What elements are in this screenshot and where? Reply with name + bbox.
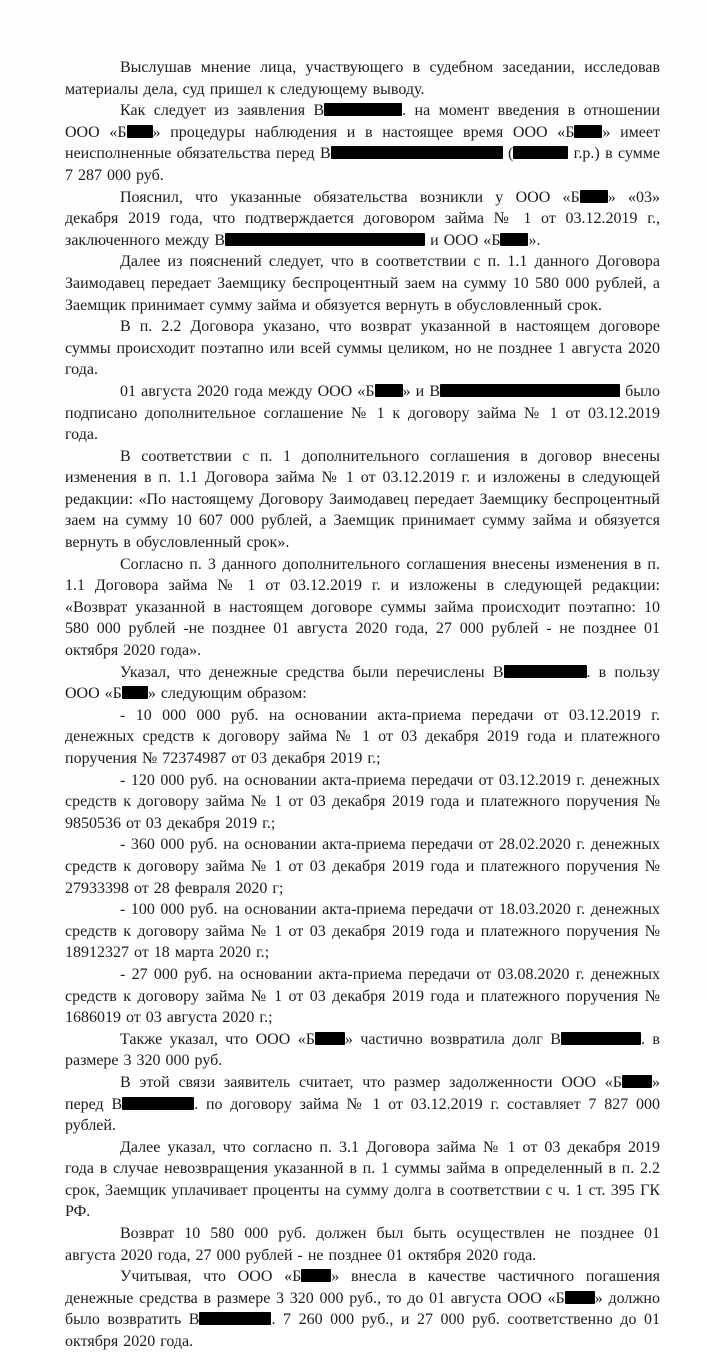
redaction-bar [331, 146, 503, 159]
paragraph-text: - 10 000 000 руб. на основании акта-приема передачи от 03.12.2019 г. денежных средств к договору займа № 1 от 03 декабря 2019 года и платежного поручения № 72374987 от 03 декабря 2019 г.; [65, 706, 660, 767]
paragraph [65, 100, 660, 186]
paragraph-text: » имеет неисполненные обязательства перед В [65, 123, 660, 163]
paragraph-text: Выслушав мнение лица, участвующего в судебном заседании, исследовав материалы дела, суд пришел к следующему выводу. [65, 59, 660, 98]
paragraph [65, 662, 660, 705]
paragraph-text: . 7 260 000 руб., и 27 000 руб. соответственно до 01 октября 2020 года. [65, 1311, 660, 1351]
redaction-bar [375, 384, 403, 397]
paragraph-text: В п. 2.2 Договора указано, что возврат указанной в настоящем договоре суммы происходит поэтапно или всей суммы целиком, но не позднее 1 августа 2020 года. [65, 318, 660, 379]
paragraph-text: . по договору займа № 1 от 03.12.2019 г. составляет 7 827 000 рублей. [65, 1095, 660, 1135]
paragraph [65, 705, 660, 770]
paragraph [65, 1137, 660, 1223]
redaction-bar [301, 1269, 331, 1282]
paragraph [65, 964, 660, 1029]
paragraph-text: - 120 000 руб. на основании акта-приема передачи от 03.12.2019 г. денежных средств к договору займа № 1 от 03 декабря 2019 года и платежного поручения № 9850536 от 03 декабря 2019 г.; [65, 771, 660, 832]
paragraph-text: » перед В [65, 1073, 660, 1113]
paragraph-text: В этой связи заявитель считает, что размер задолженности ООО «Б [120, 1073, 622, 1091]
paragraph-text: Указал, что денежные средства были перечислены В [120, 663, 504, 681]
redaction-bar [324, 103, 402, 116]
paragraph-text: ( [502, 145, 514, 163]
paragraph [65, 187, 660, 252]
paragraph [65, 1223, 660, 1266]
paragraph-text: г.р.) в сумме 7 287 000 руб. [65, 145, 660, 184]
paragraph [65, 251, 660, 316]
paragraph [65, 899, 660, 964]
paragraph-text: Учитывая, что ООО «Б [120, 1268, 302, 1286]
paragraph-text: » должно было возвратить В [65, 1289, 660, 1329]
paragraph [65, 57, 660, 100]
paragraph-text: » процедуры наблюдения и в настоящее время ООО «Б [152, 123, 575, 141]
redaction-bar [580, 190, 608, 203]
paragraph-text: » следующим образом: [147, 685, 307, 703]
paragraph [65, 554, 660, 662]
redaction-bar [315, 1032, 345, 1045]
paragraph-text: ». [528, 231, 541, 249]
paragraph [65, 1029, 660, 1072]
redaction-bar [513, 146, 568, 159]
paragraph-text: В соответствии с п. 1 дополнительного соглашения в договор внесены изменения в п. 1.1 Договора займа № 1 от 03.12.2019 г. и изложены в следующей редакции: «По настоящему Договору Заимодавец передает Заемщику беспроцентный заем на сумму 10 607 000 рублей, а Заемщик принимает сумму займа и обязуется вернуть в обусловленный срок». [65, 447, 660, 552]
paragraph-text: Далее указал, что согласно п. 3.1 Договора займа № 1 от 03 декабря 2019 года в случае невозвращения указанной в п. 1 суммы займа в определенный в п. 2.2 срок, Заемщик уплачивает проценты на сумму долга в соответствии с ч. 1 ст. 395 ГК РФ. [65, 1138, 660, 1221]
paragraph [65, 770, 660, 835]
paragraph-text: . в пользу ООО «Б [65, 663, 661, 703]
paragraph-text: - 100 000 руб. на основании акта-приема передачи от 18.03.2020 г. денежных средств к договору займа № 1 от 03 декабря 2019 года и платежного поручения № 18912327 от 18 марта 2020 г.; [65, 901, 660, 962]
paragraph [65, 834, 660, 899]
paragraph-text: » частично возвратила долг В [344, 1030, 561, 1048]
paragraph-text: Пояснил, что указанные обязательства возникли у ООО «Б [120, 188, 580, 206]
paragraph-text: » внесла в качестве частичного погашения денежные средства в размере 3 320 000 руб., то до 01 августа ООО «Б [65, 1268, 660, 1307]
paragraph-text: » и В [402, 382, 441, 400]
redaction-bar [225, 233, 425, 246]
paragraph [65, 1072, 660, 1137]
redaction-bar [122, 686, 148, 699]
paragraph-text: Как следует из заявления В [120, 102, 325, 120]
paragraph-text: и ООО «Б [425, 231, 501, 249]
paragraph [65, 381, 660, 446]
paragraph [65, 1266, 660, 1352]
paragraph-text: Далее из пояснений следует, что в соответствии с п. 1.1 данного Договора Заимодавец передает Заемщику беспроцентный заем на сумму 10 580 000 рублей, а Заемщик принимает сумму займа и обязуется вернуть в обусловленный срок. [65, 253, 660, 314]
redaction-bar [440, 384, 620, 397]
paragraph-text: » «03» декабря 2019 года, что подтверждается договором займа № 1 от 03.12.2019 г., заключенного между В [65, 188, 661, 249]
paragraph [65, 316, 660, 381]
redaction-bar [127, 125, 153, 138]
paragraph [65, 446, 660, 554]
paragraph-text: - 27 000 руб. на основании акта-приема передачи от 03.08.2020 г. денежных средств к договору займа № 1 от 03 декабря 2019 года и платежного поручения № 1686019 от 03 августа 2020 г.; [65, 965, 660, 1027]
paragraph-text: Возврат 10 580 000 руб. должен был быть осуществлен не позднее 01 августа 2020 года, 27 000 рублей - не позднее 01 октября 2020 года. [65, 1225, 660, 1264]
paragraph-text: 01 августа 2020 года между ООО «Б [120, 382, 375, 400]
redaction-bar [574, 125, 602, 138]
redaction-bar [561, 1032, 641, 1045]
redaction-bar [500, 233, 528, 246]
paragraph-text: - 360 000 руб. на основании акта-приема передачи от 28.02.2020 г. денежных средств к договору займа № 1 от 03 декабря 2019 года и платежного поручения № 27933398 от 28 февраля 2020 г; [65, 836, 660, 897]
redaction-bar [504, 665, 587, 678]
redaction-bar [199, 1312, 271, 1325]
paragraph-text: . в размере 3 320 000 руб. [65, 1030, 660, 1070]
paragraph-text: было подписано дополнительное соглашение № 1 к договору займа № 1 от 03.12.2019 года. [65, 382, 661, 444]
paragraph-text: Согласно п. 3 данного дополнительного соглашения внесены изменения в п. 1.1 Договора займа № 1 от 03.12.2019 г. и изложены в следующей редакции: «Возврат указанной в настоящем договоре суммы займа происходит поэтапно: 10 580 000 рублей -не позднее 01 августа 2020 года, 27 000 рублей - не позднее 01 октября 2020 года». [65, 555, 660, 660]
redaction-bar [122, 1097, 194, 1110]
redaction-bar [622, 1075, 652, 1088]
paragraph-text: Также указал, что ООО «Б [120, 1030, 315, 1048]
redaction-bar [565, 1291, 595, 1304]
document-body [65, 57, 660, 1353]
paragraph-text: . на момент введения в отношении ООО «Б [65, 102, 661, 141]
